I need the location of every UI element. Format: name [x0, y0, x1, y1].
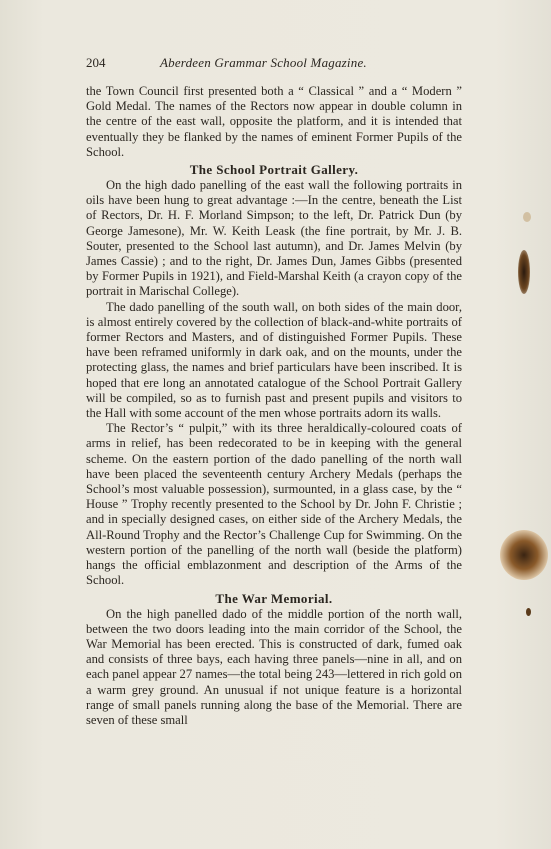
paragraph: On the high dado panelling of the east wall the following portraits in oils have been hung to great advantage :—In the centre, beneath the List of Rectors, Dr. H. F. Morland Simpson; to the left, Dr. Patrick Dun (by George Jamesone), Mr. W. Keith Leask (the fine portrait, by Mr. J. B. Souter, presented to the School last autumn), and Dr. James Melvin (by James Cassie) ; and to the right, Dr. James Dun, James Gibbs (presented by Former Pupils in 1921), and Field-Marshal Keith (a crayon copy of the portrait in Marischal College). — [86, 178, 462, 299]
section-heading-portrait-gallery: The School Portrait Gallery. — [189, 162, 359, 178]
paragraph: On the high panelled dado of the middle portion of the north wall, between the two doors leading into the main corridor of the School, the War Memorial has been erected. This is constructed of dark, fumed oak and consists of three bays, each having three panels—nine in all, and on each panel appear 27 names—the total being 243—lettered in rich gold on a warm grey ground. An unusual if not unique feature is a horizontal range of small panels running along the base of the Memorial. There are seven of these small — [86, 606, 462, 727]
paragraph: The Rector’s “ pulpit,” with its three heraldically-coloured coats of arms in relief, has been redecorated to be in keeping with the general scheme. On the eastern portion of the dado panelling of the north wall have been placed the seventeenth century Archery Medals (perhaps the School’s most valuable possession), surmounted, in a glass case, by the “ House ” Trophy recently presented to the School by Dr. John F. Christie ; and in specially designed cases, on either side of the Archery Medals, the All-Round Trophy and the Rector’s Challenge Cup for Swimming. On the western portion of the panelling of the north wall (beside the platform) hangs the official emblazonment and description of the Arms of the School. — [86, 421, 462, 588]
running-title: Aberdeen Grammar School Magazine. — [160, 55, 367, 70]
page-number: 204 — [86, 55, 106, 70]
page-header — [86, 55, 462, 73]
paragraph: the Town Council first presented both a “ Classical ” and a “ Modern ” Gold Medal. The names of the Rectors now appear in double column in the centre of the east wall, opposite the platform, and it is intended that eventually they be flanked by the names of eminent Former Pupils of the School. — [86, 84, 462, 159]
paper-stain — [526, 608, 531, 616]
paper-stain — [518, 250, 530, 294]
paragraph: The dado panelling of the south wall, on both sides of the main door, is almost entirely covered by the collection of black-and-white portraits of former Rectors and Masters, and of distinguished Former Pupils. These have been reframed uniformly in dark oak, and on the mounts, under the protecting glass, the names and brief particulars have been inscribed. It is hoped that ere long an annotated catalogue of the School Portrait Gallery will be compiled, so as to furnish past and present pupils and visitors to the Hall with some account of the men whose portraits adorn its walls. — [86, 299, 462, 421]
section-heading-war-memorial: The War Memorial. — [215, 590, 333, 606]
article-body — [86, 84, 462, 728]
paper-stain — [523, 212, 531, 222]
paper-stain — [500, 530, 548, 580]
